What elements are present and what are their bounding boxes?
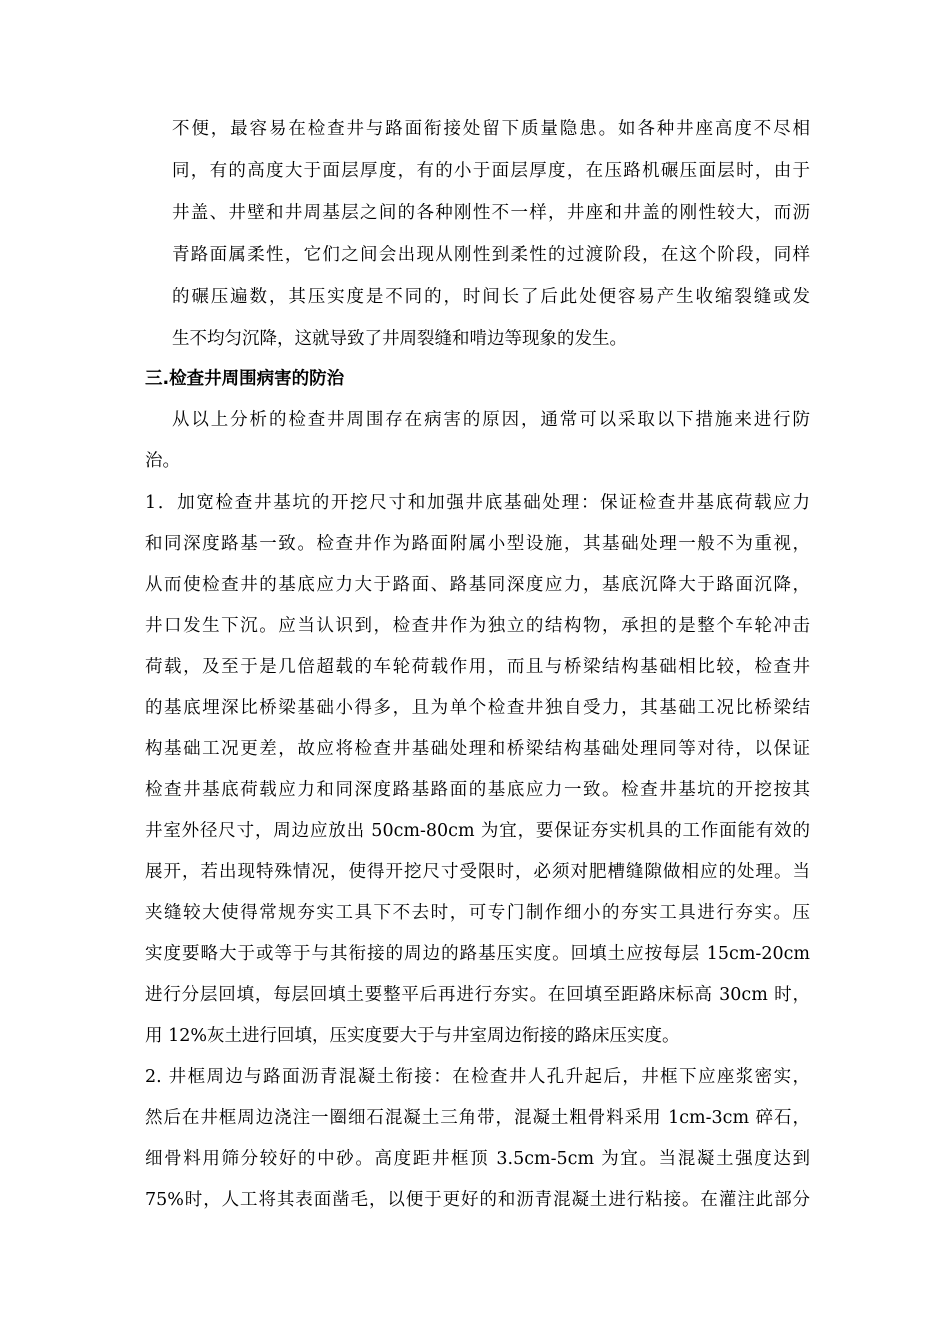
list-item-line: 井室外径尺寸，周边应放出 50cm-80cm 为宜，要保证夯实机具的工作面能有效的	[145, 821, 810, 841]
list-item-line: 检查井基底荷载应力和同深度路基路面的基底应力一致。检查井基坑的开挖按其	[145, 780, 810, 800]
list-item-line: 荷载，及至于是几倍超载的车轮荷载作用，而且与桥梁结构基础相比较，检查井	[145, 657, 810, 677]
body-line: 井盖、井壁和井周基层之间的各种刚性不一样，井座和井盖的刚性较大，而沥	[172, 203, 810, 223]
list-item-line: 的基底埋深比桥梁基础小得多，且为单个检查井独自受力，其基础工况比桥梁结	[145, 698, 810, 718]
body-line: 同，有的高度大于面层厚度，有的小于面层厚度，在压路机碾压面层时，由于	[172, 161, 810, 181]
body-line: 从以上分析的检查井周围存在病害的原因，通常可以采取以下措施来进行防	[172, 410, 810, 430]
body-line: 的碾压遍数，其压实度是不同的，时间长了后此处便容易产生收缩裂缝或发	[172, 287, 810, 307]
list-item-line: 2. 井框周边与路面沥青混凝土衔接：在检查井人孔升起后，井框下应座浆密实，	[145, 1067, 810, 1087]
list-item-line: 1．加宽检查井基坑的开挖尺寸和加强井底基础处理：保证检查井基底荷载应力	[145, 493, 810, 513]
list-item-line: 进行分层回填，每层回填土要整平后再进行夯实。在回填至距路床标高 30cm 时，	[145, 985, 810, 1005]
section-heading: 三.检查井周围病害的防治	[145, 369, 345, 389]
list-item-line: 用 12%灰土进行回填，压实度要大于与井室周边衔接的路床压实度。	[145, 1026, 680, 1046]
body-line: 不便，最容易在检查井与路面衔接处留下质量隐患。如各种井座高度不尽相	[172, 119, 810, 139]
body-line: 治。	[145, 451, 180, 471]
list-item-line: 从而使检查井的基底应力大于路面、路基同深度应力，基底沉降大于路面沉降，	[145, 575, 810, 595]
list-item-line: 夹缝较大使得常规夯实工具下不去时，可专门制作细小的夯实工具进行夯实。压	[145, 903, 810, 923]
list-item-line: 实度要略大于或等于与其衔接的周边的路基压实度。回填土应按每层 15cm-20cm	[145, 944, 810, 964]
list-item-line: 然后在井框周边浇注一圈细石混凝土三角带，混凝土粗骨料采用 1cm-3cm 碎石，	[145, 1108, 810, 1128]
list-item-line: 构基础工况更差，故应将检查井基础处理和桥梁结构基础处理同等对待，以保证	[145, 739, 810, 759]
list-item-line: 细骨料用筛分较好的中砂。高度距井框顶 3.5cm-5cm 为宜。当混凝土强度达到	[145, 1149, 810, 1169]
body-line: 生不均匀沉降，这就导致了井周裂缝和啃边等现象的发生。	[172, 329, 627, 349]
list-item-line: 75%时，人工将其表面凿毛，以便于更好的和沥青混凝土进行粘接。在灌注此部分	[145, 1190, 810, 1210]
list-item-line: 和同深度路基一致。检查井作为路面附属小型设施，其基础处理一般不为重视，	[145, 534, 810, 554]
list-item-line: 井口发生下沉。应当认识到，检查井作为独立的结构物，承担的是整个车轮冲击	[145, 616, 810, 636]
list-item-line: 展开，若出现特殊情况，使得开挖尺寸受限时，必须对肥槽缝隙做相应的处理。当	[145, 862, 810, 882]
body-line: 青路面属柔性，它们之间会出现从刚性到柔性的过渡阶段，在这个阶段，同样	[172, 245, 810, 265]
